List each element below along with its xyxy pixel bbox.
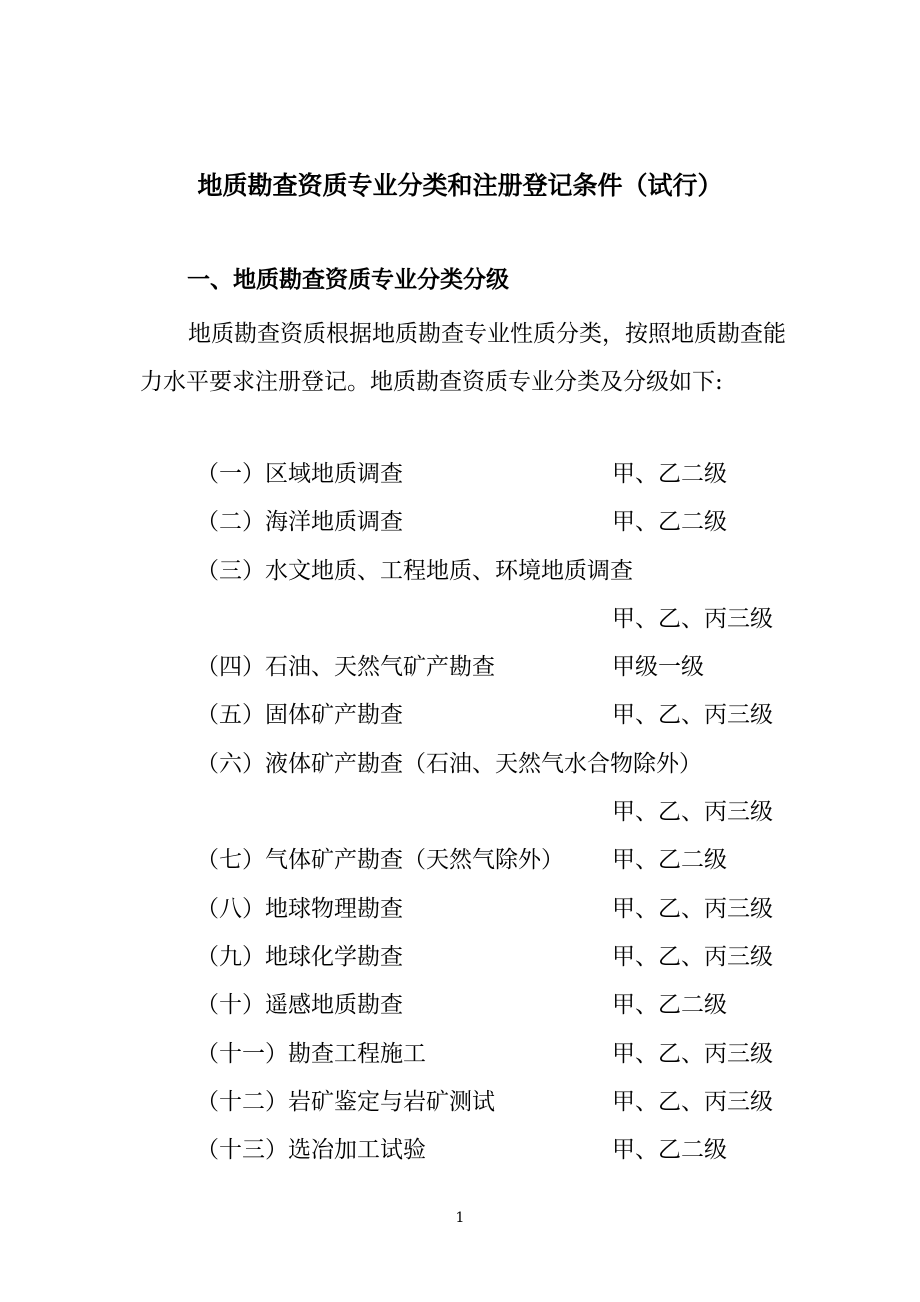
item-grade: 甲级一级 [612, 654, 704, 681]
list-item [0, 1078, 920, 1126]
item-label: （十一）勘查工程施工 [196, 1040, 426, 1067]
item-grade: 甲、乙二级 [612, 1137, 727, 1164]
item-label: （十三）选冶加工试验 [196, 1137, 426, 1164]
list-item [0, 595, 920, 643]
item-grade: 甲、乙、丙三级 [612, 605, 773, 632]
list-item [0, 691, 920, 739]
list-item [0, 788, 920, 836]
item-grade: 甲、乙、丙三级 [612, 799, 773, 826]
list-item [0, 450, 920, 498]
item-grade: 甲、乙、丙三级 [612, 1040, 773, 1067]
list-item [0, 1126, 920, 1174]
intro-paragraph-text: 地质勘查资质根据地质勘查专业性质分类，按照地质勘查能力水平要求注册登记。地质勘查资质专业分类及分级如下: [140, 321, 786, 395]
item-label: （七）气体矿产勘查（天然气除外） [196, 847, 564, 874]
list-item [0, 885, 920, 933]
item-label: （一）区域地质调查 [196, 461, 403, 487]
item-label: （五）固体矿产勘查 [196, 702, 403, 729]
list-item [0, 643, 920, 691]
item-grade: 甲、乙二级 [612, 461, 727, 487]
item-grade: 甲、乙、丙三级 [612, 895, 773, 922]
item-label: （二）海洋地质调查 [196, 509, 403, 536]
list-item [0, 836, 920, 884]
item-grade: 甲、乙、丙三级 [612, 943, 773, 970]
item-label: （四）石油、天然气矿产勘查 [196, 654, 495, 681]
list-item [0, 981, 920, 1029]
item-label: （三）水文地质、工程地质、环境地质调查 [196, 557, 633, 584]
list-item [0, 498, 920, 546]
item-grade: 甲、乙二级 [612, 992, 727, 1019]
item-label: （十二）岩矿鉴定与岩矿测试 [196, 1088, 495, 1115]
list-item [0, 933, 920, 981]
section-heading: 一、地质勘查资质专业分类分级 [187, 267, 509, 293]
list-item [0, 740, 920, 788]
item-grade: 甲、乙、丙三级 [612, 702, 773, 729]
item-label: （九）地球化学勘查 [196, 943, 403, 970]
list-item [0, 1030, 920, 1078]
item-grade: 甲、乙二级 [612, 847, 727, 874]
intro-paragraph [140, 310, 790, 406]
page-number: 1 [455, 1210, 465, 1226]
item-label: （八）地球物理勘查 [196, 895, 403, 922]
item-label: （十）遥感地质勘查 [196, 992, 403, 1019]
classification-list [0, 450, 920, 1174]
item-grade: 甲、乙、丙三级 [612, 1088, 773, 1115]
document-title: 地质勘查资质专业分类和注册登记条件（试行） [197, 171, 723, 200]
list-item [0, 547, 920, 595]
item-grade: 甲、乙二级 [612, 509, 727, 536]
item-label: （六）液体矿产勘查（石油、天然气水合物除外） [196, 750, 702, 777]
